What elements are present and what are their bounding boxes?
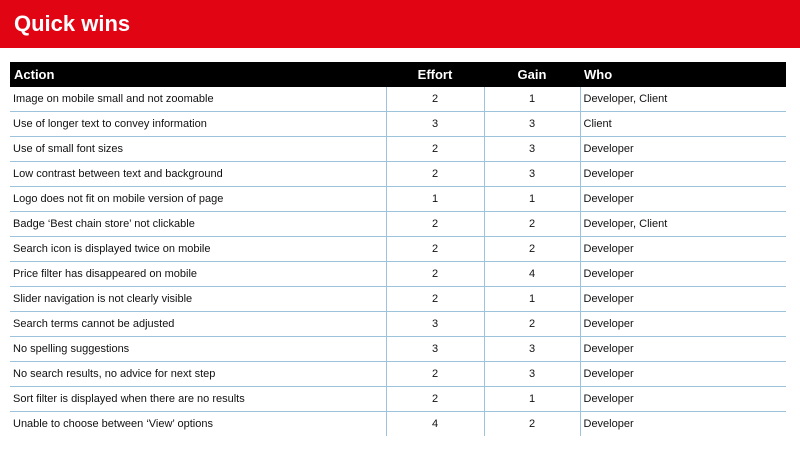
table-row — [10, 287, 786, 312]
cell-who: Developer — [580, 262, 786, 287]
cell-effort: 2 — [386, 137, 484, 162]
cell-action: Use of longer text to convey information — [10, 112, 386, 137]
table-row — [10, 412, 786, 437]
cell-who: Developer — [580, 137, 786, 162]
cell-who: Developer — [580, 387, 786, 412]
cell-gain: 2 — [484, 212, 580, 237]
cell-gain: 1 — [484, 387, 580, 412]
table-header — [10, 62, 786, 87]
cell-gain: 3 — [484, 162, 580, 187]
cell-gain: 4 — [484, 262, 580, 287]
cell-effort: 3 — [386, 312, 484, 337]
column-header-who: Who — [580, 62, 786, 87]
cell-who: Client — [580, 112, 786, 137]
table-row — [10, 162, 786, 187]
column-header-effort: Effort — [386, 62, 484, 87]
page-title: Quick wins — [14, 11, 131, 36]
cell-effort: 2 — [386, 287, 484, 312]
column-header-action: Action — [10, 62, 386, 87]
cell-effort: 2 — [386, 212, 484, 237]
cell-gain: 3 — [484, 112, 580, 137]
cell-who: Developer — [580, 337, 786, 362]
cell-effort: 2 — [386, 362, 484, 387]
cell-gain: 2 — [484, 237, 580, 262]
cell-action: Slider navigation is not clearly visible — [10, 287, 386, 312]
cell-action: Logo does not fit on mobile version of page — [10, 187, 386, 212]
cell-action: Search terms cannot be adjusted — [10, 312, 386, 337]
cell-gain: 1 — [484, 87, 580, 112]
table-row — [10, 387, 786, 412]
cell-gain: 2 — [484, 312, 580, 337]
cell-who: Developer — [580, 237, 786, 262]
table-row — [10, 112, 786, 137]
cell-action: Search icon is displayed twice on mobile — [10, 237, 386, 262]
cell-action: Sort filter is displayed when there are no results — [10, 387, 386, 412]
cell-gain: 1 — [484, 287, 580, 312]
cell-gain: 2 — [484, 412, 580, 437]
cell-gain: 3 — [484, 137, 580, 162]
table-row — [10, 237, 786, 262]
cell-who: Developer — [580, 312, 786, 337]
cell-effort: 4 — [386, 412, 484, 437]
cell-effort: 1 — [386, 187, 484, 212]
table-row — [10, 137, 786, 162]
cell-gain: 3 — [484, 337, 580, 362]
quick-wins-table — [10, 62, 786, 436]
header-bar — [0, 0, 800, 48]
table-row — [10, 187, 786, 212]
cell-action: Price filter has disappeared on mobile — [10, 262, 386, 287]
cell-who: Developer, Client — [580, 212, 786, 237]
column-header-gain: Gain — [484, 62, 580, 87]
table-row — [10, 87, 786, 112]
cell-who: Developer — [580, 162, 786, 187]
table-row — [10, 212, 786, 237]
cell-gain: 1 — [484, 187, 580, 212]
cell-effort: 2 — [386, 237, 484, 262]
header-row — [10, 62, 786, 87]
table-row — [10, 262, 786, 287]
cell-effort: 3 — [386, 337, 484, 362]
table-row — [10, 362, 786, 387]
cell-gain: 3 — [484, 362, 580, 387]
cell-effort: 2 — [386, 162, 484, 187]
cell-who: Developer — [583, 418, 634, 430]
cell-effort: 3 — [386, 112, 484, 137]
cell-action: Use of small font sizes — [10, 137, 386, 162]
table-row — [10, 312, 786, 337]
cell-who: Developer — [580, 287, 786, 312]
cell-action: Low contrast between text and background — [10, 162, 386, 187]
table-row — [10, 337, 786, 362]
cell-effort: 2 — [386, 87, 484, 112]
cell-who: Developer — [580, 187, 786, 212]
cell-who: Developer, Client — [580, 87, 786, 112]
cell-effort: 2 — [386, 387, 484, 412]
cell-action: No spelling suggestions — [10, 337, 386, 362]
cell-who: Developer — [580, 362, 786, 387]
cell-action: Badge ‘Best chain store’ not clickable — [10, 212, 386, 237]
cell-effort: 2 — [386, 262, 484, 287]
cell-action: Image on mobile small and not zoomable — [10, 87, 386, 112]
table-body — [10, 87, 786, 436]
cell-action: No search results, no advice for next step — [10, 362, 386, 387]
cell-action: Unable to choose between ‘View’ options — [13, 418, 213, 430]
